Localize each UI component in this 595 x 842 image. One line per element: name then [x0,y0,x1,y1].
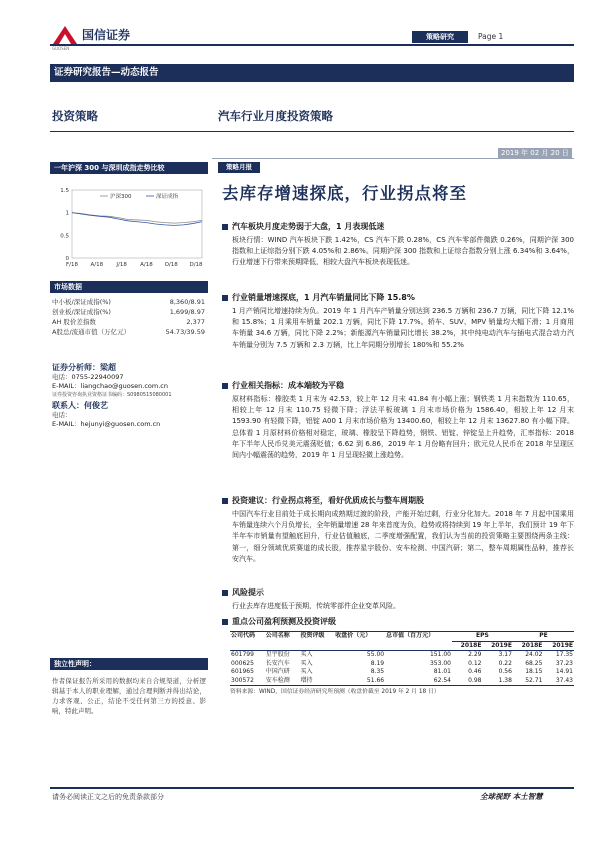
table-cell: 000625 [231,659,254,667]
analyst-name: 梁超 [100,363,116,372]
table-row [230,677,574,686]
market-row [52,318,205,327]
section-body-3: 原材料指标：橡胶类 1 月末为 42.53，较上年 12 月末 41.84 有小幅上涨；钢铁类 1 月末指数为 110.65，相较上年 12 月末 110.75 轻微下降；浮法平板玻璃 1 月末市场价格为 1586.40，相较上年 12 月末 1593.90 有轻微下降，铝锭 A00 1 月末市场价格为 13400.60，相较上年 12 月末 13627.80 有小幅下降。总体看 1 月原材料价格相对稳定，玻璃、橡胶呈下降趋势，钢铁、铝锭、锌锭呈上升趋势，汇率指标：2018 年下半年人民币兑美元震荡贬值；6.62 到 6.86，2019 年 1 月份略有回升；欧元兑人民币在 2018 年呈现区间内小幅震荡的趋势，2019 年 1 月呈现轻微上涨趋势。 [232,395,574,460]
table-cell: 0.22 [498,659,512,667]
table-cell: 62.54 [433,676,451,684]
th-eps: EPS [452,632,513,642]
section-head-4: 投资建议：行业拐点将至，看好优质成长与整车周期股 [222,495,574,506]
market-row-label: AH 股价差指数 [52,318,96,326]
y-tick-label: 1.5 [60,188,69,194]
table-cell: 增持 [300,676,313,684]
y-tick-label: 0.5 [60,233,69,240]
report-label: 策略月报 [218,162,260,173]
th-empty [334,641,385,651]
table-row [230,668,574,677]
header-tag: 策略研究 [412,31,468,43]
table-cell: 中国汽研 [265,668,290,675]
legend-label: 深证成指 [156,194,179,200]
table-cell: 0.56 [498,668,512,675]
analyst-cert: 证券投资咨询执业资格证书编码：S0980515080001 [52,392,172,398]
header-rule [50,44,574,46]
trend-chart [50,176,210,274]
table-cell: 买入 [300,651,313,658]
table-row [230,660,574,669]
chart-frame [72,190,202,258]
table-cell: 68.25 [525,659,543,667]
table-cell: 买入 [300,668,313,675]
y-tick-label: 0 [65,256,69,262]
bullet-icon [222,590,228,596]
table-cell: 17.35 [555,651,573,658]
table-cell: 3.17 [498,651,512,658]
logo-icon [50,24,80,46]
section-body-5: 行业去库存进度低于预期，传统零部件企业变革风险。 [232,602,400,610]
independence-title: 独立性声明： [50,658,208,670]
x-tick-label: F/18 [65,262,79,268]
headline: 去库存增速探底，行业拐点将至 [222,184,467,203]
market-row-value: 54.73/39.59 [165,328,205,336]
bullet-icon [222,498,228,504]
th-code: 公司代码 [231,632,256,640]
th-empty [300,641,335,651]
table-cell: 0.98 [468,676,482,684]
analyst-phone: 电话：0755-22940097 [52,373,124,381]
table-cell: 151.00 [429,651,451,658]
x-tick-label: A/18 [140,262,153,268]
table-cell: 8.19 [370,659,385,667]
table-cell: 星宇股份 [265,651,290,658]
table-cell: 81.01 [433,668,451,675]
page-number: Page 1 [478,32,504,41]
market-row-value: 8,360/8.91 [169,298,205,306]
th-year: 2019E [552,641,573,649]
table-cell: 601965 [231,668,254,675]
bullet-icon [222,619,228,625]
x-tick-label: D/18 [189,262,203,268]
table-cell: 55.00 [366,651,385,658]
th-empty [265,641,300,651]
table-cell: 14.91 [555,668,573,675]
section-head-6: 重点公司盈利预测及投资评级 [222,616,574,627]
table-row [230,651,574,660]
th-name: 公司名称 [265,632,290,640]
table-cell: 2.29 [468,651,482,658]
table-cell: 601799 [231,651,254,658]
table-cell: 8.35 [370,668,385,675]
table-cell: 长安汽车 [265,659,290,667]
section-body-2: 1 月产销同比增速持续为负。2019 年 1 月汽车产销量分别达到 236.5 万辆和 236.7 万辆，同比下降 12.1%和 15.8%；1 月乘用车销量 202.1 万辆，同比下降 17.7%。轿车、SUV、MPV 销量均大幅下滑；1 月商用车销量 34.6 万辆，同比下降 2.2%；新能源汽车销量同比增长 38.2%，其中纯电动汽车与插电式混合动力汽车销量分别为 7.5 万辆和 2.3 万辆，比上年同期分别增长 180%和 55.2% [232,307,574,349]
th-year: 2018E [521,641,543,649]
table-cell: 52.71 [525,676,543,684]
th-empty [385,641,452,651]
company-logo [50,24,80,46]
section-head-1: 汽车板块月度走势弱于大盘，1 月表现低迷 [222,221,574,232]
independence-text: 作者保证报告所采用的数据均来自合规渠道，分析逻辑基于本人的职业理解，通过合理判断并得出结论，力求客观、公正，结论不受任何第三方的授意、影响，特此声明。 [52,677,206,715]
logo-sub: GUOSEN [52,46,70,51]
market-data-title: 市场数据 [50,281,208,293]
date-rule [212,158,574,159]
contact-title: 联系人：何俊艺 [52,401,108,410]
footer-disclaimer: 请务必阅读正文之后的免责条款部分 [52,793,164,801]
th-rating: 投资评级 [300,632,325,640]
table-cell: 37.23 [555,659,573,667]
table-cell: 18.15 [525,668,543,675]
x-tick-label: J/18 [116,262,127,268]
logo-text: 国信证券 [82,28,131,42]
market-row-value: 2,377 [186,318,205,326]
analyst-title: 证券分析师：梁超 [52,363,116,372]
section-head-5: 风险提示 [222,587,574,598]
market-row-label: A股总/流通市值（万亿元） [52,328,131,336]
title-rule [50,131,574,132]
bullet-icon [222,295,228,301]
th-empty [230,641,265,651]
table-cell: 0.46 [468,668,482,675]
th-price: 收盘价（元） [335,632,372,640]
report-category: 投资策略 [52,109,98,123]
bullet-icon [222,383,228,389]
section-head-2: 行业销量增速探底，1 月汽车销量同比下降 15.8% [222,292,574,303]
report-title: 汽车行业月度投资策略 [218,109,333,123]
section-head-3: 行业相关指标：成本端较为平稳 [222,380,574,391]
table-subheader [230,641,574,651]
report-date: 2019 年 02 月 20 日 [498,148,572,158]
contact-name: 何俊艺 [84,401,108,410]
th-year: 2019E [491,641,512,649]
legend-label: 沪深300 [110,194,132,200]
table-header-group [230,632,574,642]
footer-rule [50,787,574,789]
contact-email[interactable]: E-MAIL：hejunyi@guosen.com.cn [52,420,161,428]
market-row-label: 创业板/深证成指(%) [52,308,111,316]
th-year: 2018E [460,641,482,649]
table-cell: 0.12 [468,659,482,667]
x-tick-label: A/18 [90,262,104,268]
th-mcap: 总市值（百万元） [386,632,435,640]
market-row [52,298,205,307]
table-cell: 51.66 [366,676,385,684]
sidebar-chart-title: 一年沪深 300 与深圳成指走势比较 [50,162,208,174]
th-pe: PE [513,632,574,642]
table-cell: 24.02 [525,651,543,658]
market-row [52,308,205,317]
report-type: 证券研究报告—动态报告 [50,64,574,82]
table-cell: 买入 [300,659,313,667]
table-cell: 安车检测 [265,676,290,684]
analyst-email[interactable]: E-MAIL：liangchao@guosen.com.cn [52,382,168,390]
table-cell: 353.00 [429,659,451,667]
table-cell: 1.38 [498,676,512,684]
market-row-label: 中小板/深证成指(%) [52,298,111,306]
series-line [72,213,202,226]
footer-slogan: 全球视野 本土智慧 [480,792,543,801]
table-cell: 37.43 [555,676,573,684]
y-tick-label: 1 [65,210,69,217]
section-body-4: 中国汽车行业目前处于成长期向成熟期过渡的阶段，产能开始过剩，行业分化加大。2018 年 7 月起中国乘用车销量连续六个月负增长，全年销量增速 28 年来首度为负，趋势或将持续到 19 年上半年，我们预计 19 年下半年车市销量有望触底回升，行业估值触底，二季度增强配置，我们认为当前的投资策略主要围绕两条主线：第一，细分领域优质赛道的成长股，推荐星宇股份、安车检测、中国汽研；第二，整车周期属性品种，推荐长安汽车。 [232,510,574,563]
contact-phone: 电话： [52,411,72,419]
section-body-1: 板块行情：WIND 汽车板块下跌 1.42%，CS 汽车下跌 0.28%，CS 汽车零部件微跌 0.26%，同期沪深 300 指数和上证综指分别下跌 4.05%和 2.86%。同期沪深 300 指数和上证综合指数分别上涨 6.34%和 3.64%，行业增速下行带来预期降低，相较大盘汽车板块表现低迷。 [232,236,574,267]
bullet-icon [222,224,228,230]
table-source: 资料来源：WIND，国信证券经济研究所预测（收盘价截至 2019 年 2 月 18 日） [230,689,440,695]
x-tick-label: O/18 [164,262,178,268]
table-cell: 300572 [231,676,254,684]
market-row-value: 1,699/8.97 [169,308,205,316]
market-row [52,328,205,337]
earnings-table [230,631,574,686]
